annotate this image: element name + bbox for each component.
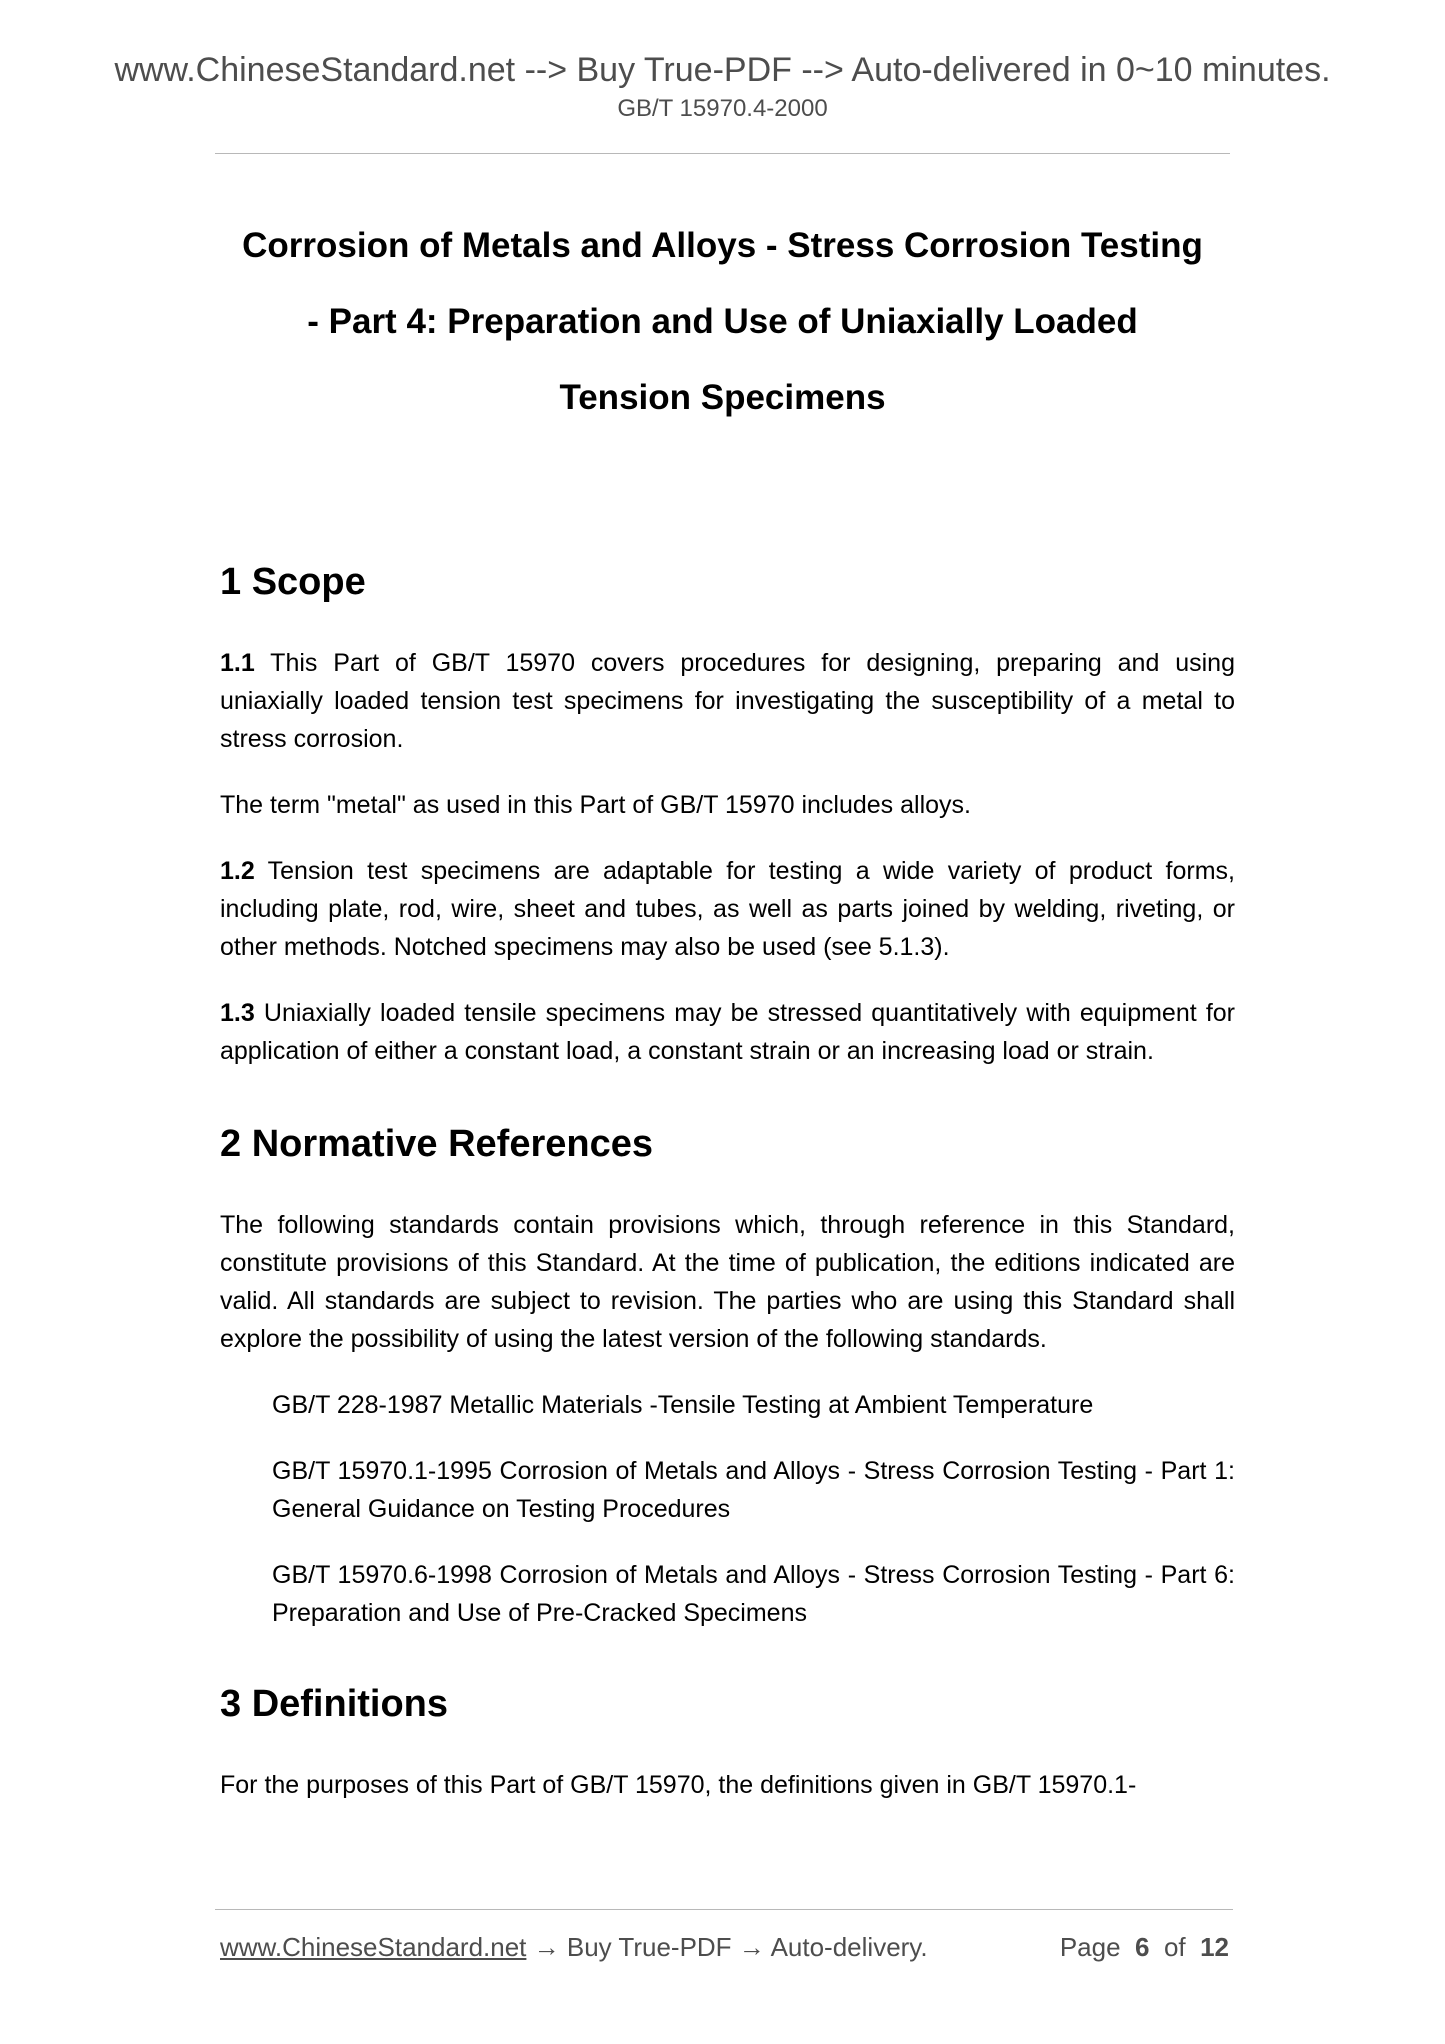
page-footer xyxy=(220,1930,1233,1964)
section-heading-definitions: 3 Definitions xyxy=(220,1683,449,1725)
clause-1-3 xyxy=(220,994,1235,1070)
total-pages: 12 xyxy=(1200,1932,1229,1962)
page-header xyxy=(0,52,1445,124)
document-body xyxy=(220,556,1235,1804)
clause-number: 1.3 xyxy=(220,999,255,1027)
definitions-text: For the purposes of this Part of GB/T 15970, the definitions given in GB/T 15970.1- xyxy=(220,1771,1137,1799)
section-heading-normative-references: 2 Normative References xyxy=(220,1123,653,1165)
section-heading-scope: 1 Scope xyxy=(220,561,366,603)
title-line-2: - Part 4: Preparation and Use of Uniaxially Loaded xyxy=(307,302,1138,341)
current-page-number: 6 xyxy=(1135,1932,1150,1962)
reference-item: GB/T 15970.6-1998 Corrosion of Metals and Alloys - Stress Corrosion Testing - Part 6: Preparation and Use of Pre-Cracked Specimens xyxy=(272,1561,1235,1627)
footer-divider xyxy=(215,1909,1233,1910)
clause-1-2 xyxy=(220,852,1235,966)
header-standard-code: GB/T 15970.4-2000 xyxy=(617,95,828,123)
reference-item: GB/T 15970.1-1995 Corrosion of Metals and Alloys - Stress Corrosion Testing - Part 1: General Guidance on Testing Procedures xyxy=(272,1457,1235,1523)
clause-text: Tension test specimens are adaptable for testing a wide variety of product forms, including plate, rod, wire, sheet and tubes, as well as parts joined by welding, riveting, or other methods. Notched specimens may also be used (see 5.1.3). xyxy=(220,857,1235,961)
title-line-1: Corrosion of Metals and Alloys - Stress Corrosion Testing xyxy=(242,226,1203,265)
document-title xyxy=(200,208,1245,436)
header-divider xyxy=(215,153,1230,154)
title-line-3: Tension Specimens xyxy=(559,378,886,417)
clause-number: 1.1 xyxy=(220,649,255,677)
footer-site-link[interactable]: www.ChineseStandard.net xyxy=(220,1932,527,1962)
clause-text: This Part of GB/T 15970 covers procedures for designing, preparing and using uniaxially loaded tension test specimens for investigating the susceptibility of a metal to stress corrosion. xyxy=(220,649,1235,753)
clause-text: Uniaxially loaded tensile specimens may be stressed quantitatively with equipment for application of either a constant load, a constant strain or an increasing load or strain. xyxy=(220,999,1235,1065)
of-label: of xyxy=(1163,1932,1186,1962)
scope-metal-note: The term "metal" as used in this Part of GB/T 15970 includes alloys. xyxy=(220,791,971,819)
page-label: Page xyxy=(1059,1932,1121,1962)
reference-item: GB/T 228-1987 Metallic Materials -Tensile Testing at Ambient Temperature xyxy=(272,1391,1094,1419)
references-intro: The following standards contain provisions which, through reference in this Standard, constitute provisions of this Standard. At the time of publication, the editions indicated are valid. All standards are subject to revision. The parties who are using this Standard shall explore the possibility of using the latest version of the following standards. xyxy=(220,1211,1235,1353)
page-indicator xyxy=(1060,1930,1229,1964)
clause-1-1 xyxy=(220,644,1235,758)
footer-tagline: → Buy True-PDF → Auto-delivery. xyxy=(526,1932,928,1962)
header-banner: www.ChineseStandard.net --> Buy True-PDF --> Auto-delivered in 0~10 minutes. xyxy=(114,51,1331,89)
clause-number: 1.2 xyxy=(220,857,255,885)
